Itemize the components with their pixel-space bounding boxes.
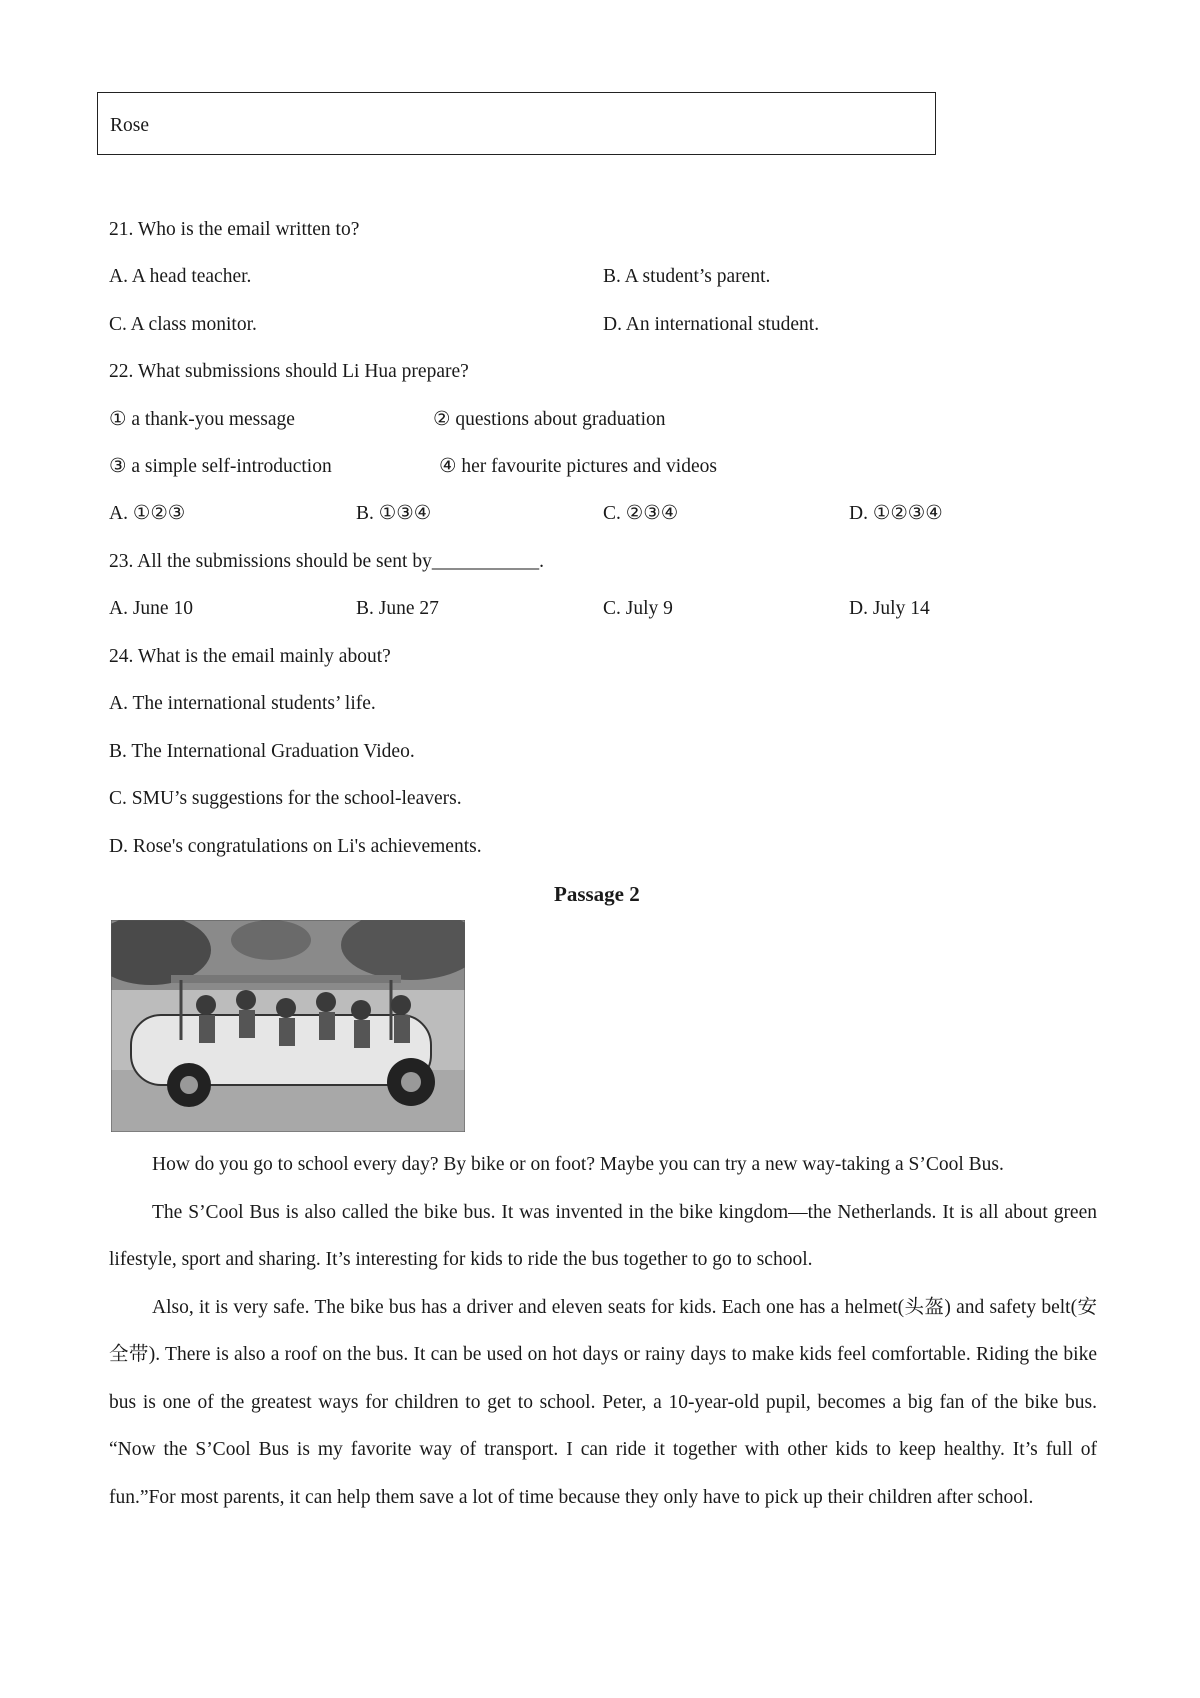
q23-option-c: C. July 9 — [603, 598, 673, 619]
q24-option-d: D. Rose's congratulations on Li's achievements. — [109, 836, 482, 857]
paragraph-3: Also, it is very safe. The bike bus has a driver and eleven seats for kids. Each one has a helmet(头盔) and safety belt(安全带). There is also a roof on the bus. It can be used on hot days or rainy days to make kids feel comfortable. Riding the bike bus is one of the greatest ways for children to get to school. Peter, a 10-year-old pupil, becomes a big fan of the bike bus. “Now the S’Cool Bus is my favorite way of transport. I can ride it together with other kids to keep healthy. It’s full of fun.”For most parents, it can help them save a lot of time because they only have to pick up their children after school. — [109, 1296, 1097, 1508]
q23-option-d: D. July 14 — [849, 598, 930, 619]
signature-text: Rose — [110, 115, 149, 136]
q23-question: 23. All the submissions should be sent by___________. — [109, 551, 544, 572]
passage-title: Passage 2 — [554, 882, 640, 906]
q24-option-b: B. The International Graduation Video. — [109, 741, 415, 762]
q21-option-a: A. A head teacher. — [109, 266, 252, 287]
q21-question: 21. Who is the email written to? — [109, 219, 360, 240]
q22-item-4: ④ her favourite pictures and videos — [439, 456, 717, 477]
passage-body — [109, 1141, 1097, 1521]
q22-question: 22. What submissions should Li Hua prepare? — [109, 361, 469, 382]
q21-option-c: C. A class monitor. — [109, 314, 257, 335]
paragraph-1: How do you go to school every day? By bike or on foot? Maybe you can try a new way-taking a S’Cool Bus. — [152, 1154, 1004, 1175]
q21-option-d: D. An international student. — [603, 314, 820, 335]
q22-item-2: ② questions about graduation — [433, 409, 666, 430]
q22-option-d: D. ①②③④ — [849, 503, 943, 524]
q22-item-1: ① a thank-you message — [109, 409, 295, 430]
q22-item-3: ③ a simple self-introduction — [109, 456, 332, 477]
q23-option-b: B. June 27 — [356, 598, 439, 619]
q22-option-c: C. ②③④ — [603, 503, 679, 524]
q22-option-a: A. ①②③ — [109, 503, 186, 524]
bike-bus-photo — [111, 920, 465, 1132]
letter-signature-box — [97, 92, 936, 155]
q24-question: 24. What is the email mainly about? — [109, 646, 391, 667]
paragraph-2: The S’Cool Bus is also called the bike bus. It was invented in the bike kingdom—the Netherlands. It is all about green lifestyle, sport and sharing. It’s interesting for kids to ride the bus together to go to school. — [109, 1201, 1097, 1270]
q24-option-c: C. SMU’s suggestions for the school-leavers. — [109, 788, 462, 809]
q24-option-a: A. The international students’ life. — [109, 693, 376, 714]
q23-option-a: A. June 10 — [109, 598, 193, 619]
q22-option-b: B. ①③④ — [356, 503, 432, 524]
q21-option-b: B. A student’s parent. — [603, 266, 771, 287]
